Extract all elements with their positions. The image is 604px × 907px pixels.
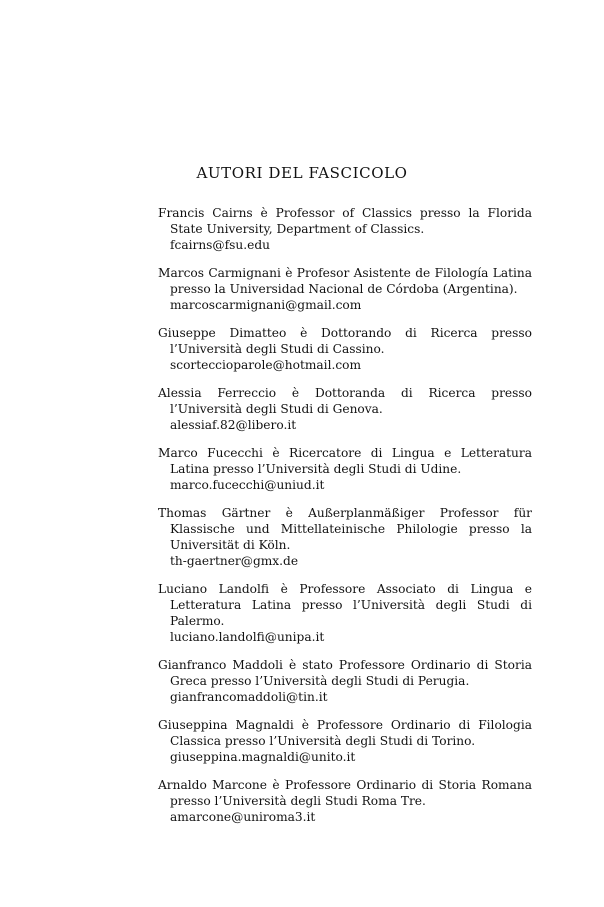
author-email: marcoscarmignani@gmail.com — [170, 298, 362, 312]
author-description: Luciano Landolfi è Professore Associato di Lingua e Letteratura Latina presso l’Università degli Studi di Palermo. — [158, 582, 532, 628]
author-entry — [158, 445, 532, 493]
author-entry — [158, 385, 532, 433]
author-entry — [158, 205, 532, 253]
author-email: th-gaertner@gmx.de — [170, 554, 299, 568]
author-entry — [158, 505, 532, 569]
page-title: AUTORI DEL FASCICOLO — [196, 164, 408, 182]
author-description: Giuseppina Magnaldi è Professore Ordinario di Filologia Classica presso l’Università degli Studi di Torino. — [158, 718, 532, 748]
author-email: marco.fucecchi@uniud.it — [170, 478, 325, 492]
author-description: Giuseppe Dimatteo è Dottorando di Ricerca presso l’Università degli Studi di Cassino. — [158, 326, 532, 356]
author-description: Marcos Carmignani è Profesor Asistente de Filología Latina presso la Universidad Nacional de Córdoba (Argentina). — [158, 266, 532, 296]
author-entry — [158, 777, 532, 825]
author-entry — [158, 265, 532, 313]
author-email: scorteccioparole@hotmail.com — [170, 358, 362, 372]
author-email: giuseppina.magnaldi@unito.it — [170, 750, 356, 764]
author-entry — [158, 657, 532, 705]
author-description: Alessia Ferreccio è Dottoranda di Ricerca presso l’Università degli Studi di Genova. — [158, 386, 532, 416]
author-description: Francis Cairns è Professor of Classics presso la Florida State University, Department of Classics. — [158, 206, 532, 236]
author-entry — [158, 717, 532, 765]
author-email: gianfrancomaddoli@tin.it — [170, 690, 328, 704]
author-description: Marco Fucecchi è Ricercatore di Lingua e Letteratura Latina presso l’Università degli Studi di Udine. — [158, 446, 532, 476]
author-email: amarcone@uniroma3.it — [170, 810, 316, 824]
author-description: Gianfranco Maddoli è stato Professore Ordinario di Storia Greca presso l’Università degli Studi di Perugia. — [158, 658, 532, 688]
author-entry — [158, 581, 532, 645]
author-entry — [158, 325, 532, 373]
author-email: alessiaf.82@libero.it — [170, 418, 297, 432]
author-description: Arnaldo Marcone è Professore Ordinario di Storia Romana presso l’Università degli Studi Roma Tre. — [158, 778, 532, 808]
author-email: fcairns@fsu.edu — [170, 238, 270, 252]
author-email: luciano.landolfi@unipa.it — [170, 630, 325, 644]
author-description: Thomas Gärtner è Außerplanmäßiger Professor für Klassische und Mittellateinische Philologie presso la Universität di Köln. — [158, 506, 532, 552]
author-list — [158, 205, 532, 837]
